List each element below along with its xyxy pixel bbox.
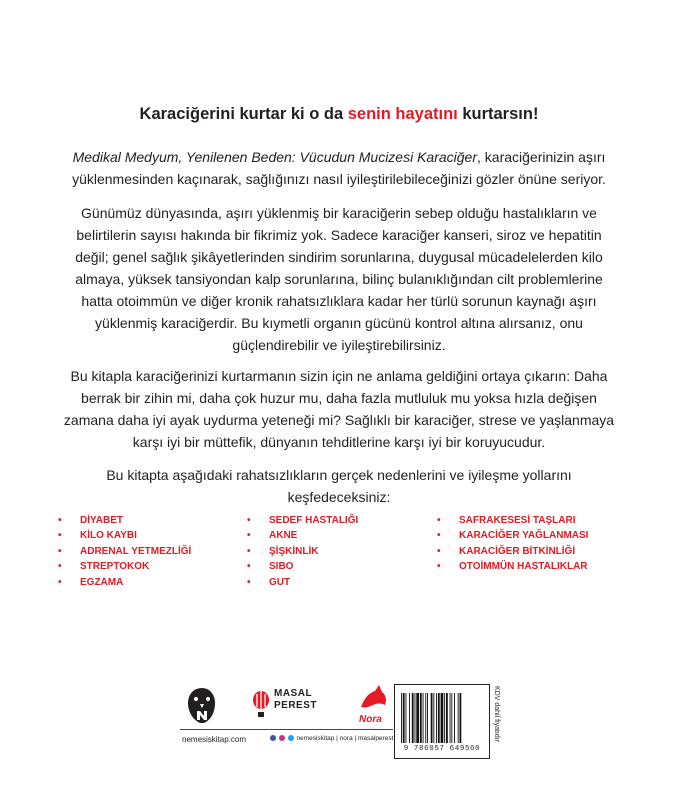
condition-item: • SAFRAKESESİ TAŞLARI <box>437 513 588 528</box>
condition-item: • KİLO KAYBI <box>58 528 191 543</box>
barcode-bar <box>425 693 426 743</box>
headline-start: Karaciğerini kurtar ki o da <box>139 105 348 123</box>
facebook-icon[interactable] <box>270 735 276 741</box>
barcode-bar <box>436 693 437 743</box>
conditions-column-1 <box>58 513 191 590</box>
barcode-bar <box>412 693 414 743</box>
condition-item: • EGZAMA <box>58 575 191 590</box>
nora-logo-text: Nora <box>359 714 382 725</box>
intro-text: , karaciğerinizin aşırı yüklenmesinden kaçınarak, sağlığınızı nasıl iyileştirilebileceğinizi gözler önüne seriyor. <box>72 149 606 187</box>
condition-item: • STREPTOKOK <box>58 559 191 574</box>
footer-divider <box>180 729 393 730</box>
barcode-bar <box>427 693 428 743</box>
barcode-bar <box>403 693 405 743</box>
condition-item: • KARACİĞER YAĞLANMASI <box>437 528 588 543</box>
website-link[interactable]: nemesiskitap.com <box>182 735 247 744</box>
barcode-bar <box>423 693 424 743</box>
nemesis-owl-logo <box>180 685 224 727</box>
barcode-bar <box>460 693 462 743</box>
conditions-column-3 <box>437 513 588 575</box>
barcode-bar <box>433 693 434 743</box>
nora-fox-icon <box>355 683 393 713</box>
intro-paragraph <box>62 146 616 190</box>
barcode-bar <box>438 693 440 743</box>
barcode-bar <box>446 693 448 743</box>
condition-item: • SEDEF HASTALIĞI <box>247 513 358 528</box>
isbn-barcode <box>394 684 490 759</box>
body-paragraph-2: Günümüz dünyasında, aşırı yüklenmiş bir karaciğerin sebep olduğu hastalıkların ve belirtilerin sayısı hakında bir fikrimiz yok. Sadece karaciğer kanseri, siroz ve hepatitin değil; genel sağlık şikâyetlerinden sindirim sorunlarına, duygusal mücadelelerden kilo almaya, yüksek tansiyondan kalp sorunlarına, bilinç bulanıklığından cilt problemlerine hatta otoimmün ve diğer kronik rahatsızlıklara kadar her türlü sorunun kaynağı aşırı yüklenmiş karaciğerdir. Bu kıymetli organın gücünü kontrol altına alırsanız, onu güçlendirebilir ve iyileştirebilirsiniz. <box>75 205 603 353</box>
condition-item: • GUT <box>247 575 358 590</box>
barcode-bar <box>450 693 451 743</box>
masal-perest-text <box>274 688 317 712</box>
barcode-bar <box>415 693 416 743</box>
social-handles: nemesiskitap | nora | masalperest <box>296 735 394 742</box>
condition-item: • ADRENAL YETMEZLİĞİ <box>58 544 191 559</box>
twitter-icon[interactable] <box>288 735 294 741</box>
barcode-bar <box>409 693 410 743</box>
barcode-bar <box>441 693 444 743</box>
barcode-bar <box>420 693 422 743</box>
masal-perest-logo <box>252 685 328 725</box>
barcode-bar <box>444 693 445 743</box>
barcode-bar <box>431 693 433 743</box>
condition-item: • KARACİĞER BİTKİNLİĞİ <box>437 544 588 559</box>
masal-logo-lettering: MASAL PEREST <box>274 688 318 711</box>
barcode-bar <box>401 693 402 743</box>
headline-end: kurtarsın! <box>457 105 539 123</box>
conditions-column-2 <box>247 513 358 590</box>
condition-item: • DİYABET <box>58 513 191 528</box>
social-media-line <box>270 735 393 742</box>
condition-item: • ŞİŞKİNLİK <box>247 544 358 559</box>
barcode-bar <box>416 693 419 743</box>
condition-item: • OTOİMMÜN HASTALIKLAR <box>437 559 588 574</box>
balloon-icon <box>252 691 270 719</box>
headline <box>0 105 678 124</box>
condition-item: • AKNE <box>247 528 358 543</box>
barcode-bars <box>401 693 483 743</box>
condition-item: • SIBO <box>247 559 358 574</box>
barcode-bar <box>451 693 452 743</box>
book-title: Medikal Medyum, Yenilenen Beden: Vücudun Mucizesi Karaciğer <box>72 149 478 165</box>
kdv-note-text: KDV dahil fiyatıdır <box>493 686 500 743</box>
barcode-bar <box>406 693 407 743</box>
body-paragraph-4: Bu kitapta aşağıdaki rahatsızlıkların gerçek nedenlerini ve iyileşme yollarını keşfedeceksiniz: <box>106 467 572 505</box>
headline-highlight: senin hayatını <box>347 105 458 123</box>
nora-logo <box>355 683 393 727</box>
body-paragraph-3: Bu kitapla karaciğerinizi kurtarmanın sizin için ne anlama geldiğini ortaya çıkarın: Daha berrak bir zihin mi, daha çok huzur mu, daha fazla mutluluk mu yoksa hızla değişen zamana daha iyi ayak uydurma yeteneği mi? Sağlıklı bir karaciğer, strese ve yaşlanmaya karşı iyi bir müttefik, dünyanın tehditlerine karşı iyi bir koruyucudur. <box>63 368 615 450</box>
barcode-bar <box>454 693 455 743</box>
kdv-note <box>491 686 501 756</box>
isbn-number: 9 786057 649560 <box>403 745 481 753</box>
barcode-bar <box>458 693 459 743</box>
instagram-icon[interactable] <box>279 735 285 741</box>
